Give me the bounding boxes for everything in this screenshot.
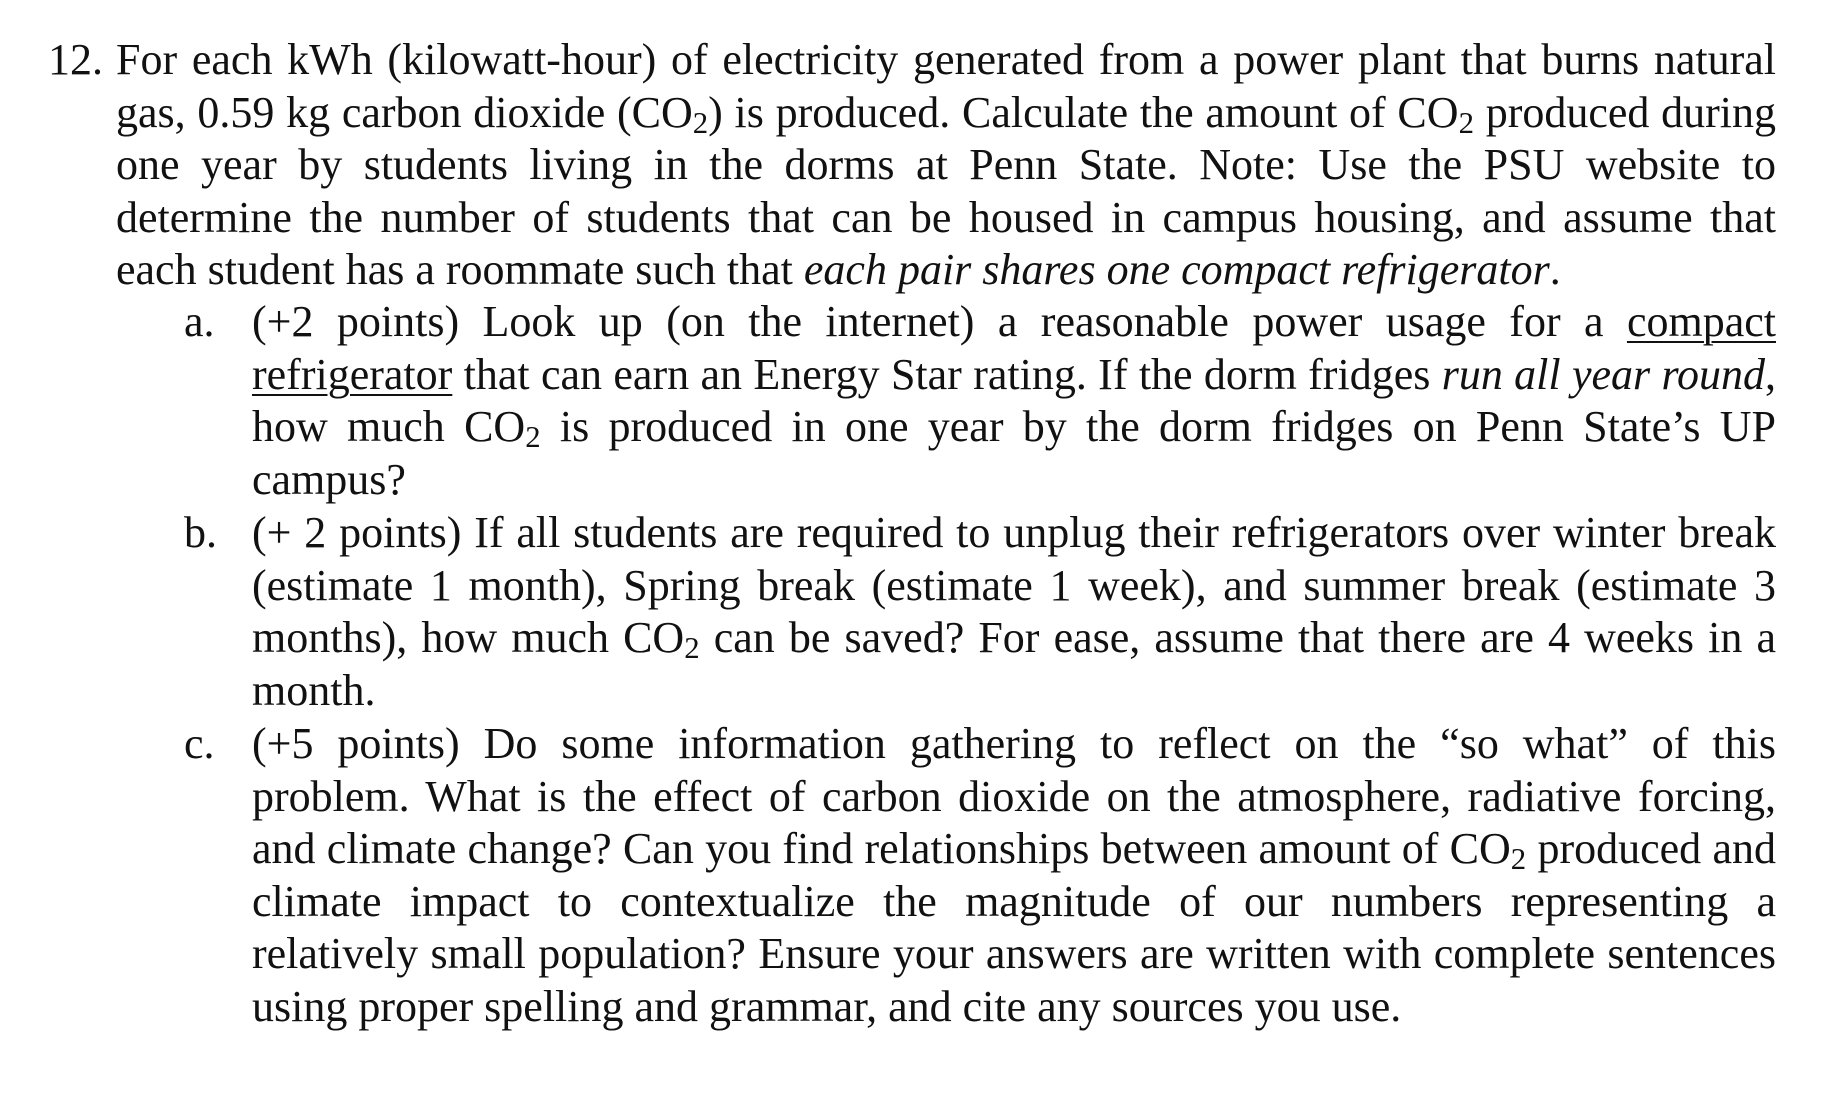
part-c-text-2: produced and climate impact to contextualize the magnitude of our numbers representing a relatively small population? Ensure your answers are written with complete sentences using proper spelling and grammar, and cite any sources you use.	[252, 824, 1776, 1031]
part-a-italic: run all year round	[1441, 349, 1766, 399]
part-a-text-1: (+2 points) Look up (on the internet) a reasonable power usage for a	[252, 297, 1627, 346]
part-a-text-3: , how much CO	[252, 349, 1777, 451]
stem-subscript-2: 2	[1458, 105, 1474, 140]
part-c-text	[252, 718, 1776, 1033]
part-a-letter: a.	[184, 297, 215, 346]
part-c-letter: c.	[184, 719, 215, 768]
stem-text-1: For each kWh (kilowatt-hour) of electricity generated from a power plant that burns natural gas, 0.59 kg carbon dioxide (CO	[116, 35, 1776, 137]
part-c-text-1: (+5 points) Do some information gathering to reflect on the “so what” of this problem. What is the effect of carbon dioxide on the atmosphere, radiative forcing, and climate change? Can you find relationships between amount of CO	[252, 719, 1776, 873]
part-b-text-2: can be saved? For ease, assume that there are 4 weeks in a month.	[252, 613, 1776, 715]
part-b-text-1: (+ 2 points) If all students are required to unplug their refrigerators over winter break (estimate 1 month), Spring break (estimate 1 week), and summer break (estimate 3 months), how much CO	[252, 508, 1776, 662]
stem-italic-phrase: each pair shares one compact refrigerator	[803, 245, 1550, 294]
part-b-subscript: 2	[684, 631, 700, 666]
part-a-text-2: that can earn an Energy Star rating. If the dorm fridges	[452, 349, 1442, 399]
stem-end: .	[1549, 245, 1561, 294]
stem-subscript-1: 2	[692, 105, 709, 140]
part-a-text	[252, 296, 1776, 506]
question-stem	[116, 34, 1776, 297]
part-c-subscript: 2	[1510, 842, 1527, 877]
part-a-underline: compact refrigerator	[252, 297, 1776, 399]
part-a-text-4: is produced in one year by the dorm fridges on Penn State’s UP campus?	[252, 402, 1776, 504]
question-number: 12.	[48, 35, 103, 84]
stem-text-2: ) is produced. Calculate the amount of CO	[708, 87, 1459, 137]
part-b-letter: b.	[184, 508, 217, 557]
stem-text-3: produced during one year by students living in the dorms at Penn State. Note: Use the PSU website to determine the number of students that can be housed in campus housing, and assume that each student has a roommate such that	[116, 87, 1777, 294]
part-b-text	[252, 507, 1776, 717]
part-a-subscript: 2	[525, 420, 541, 455]
